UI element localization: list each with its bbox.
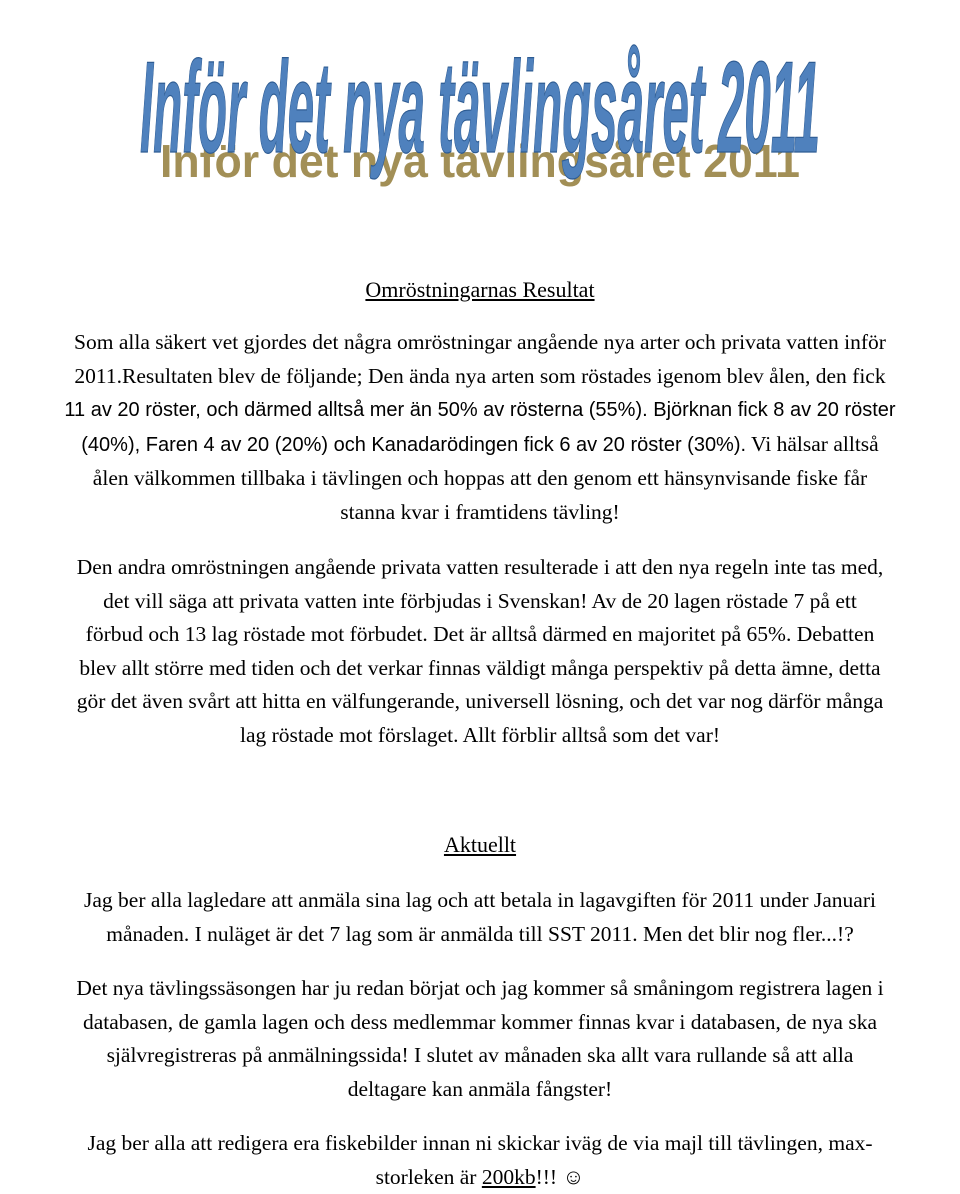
text-line: blev allt större med tiden och det verkar finnas väldigt många perspektiv på detta ämne, detta: [0, 652, 960, 686]
text-span: (40%), Faren 4 av 20 (20%) och Kanadarödingen fick 6 av 20 röster (30%).: [81, 434, 746, 456]
registration-paragraph: [0, 884, 960, 951]
text-line: [0, 428, 960, 463]
text-span: !!! ☺: [536, 1165, 585, 1189]
text-line: [0, 1161, 960, 1194]
text-line: månaden. I nuläget är det 7 lag som är anmälda till SST 2011. Men det blir nog fler...!?: [0, 918, 960, 952]
text-line: gör det även svårt att hitta en välfungerande, universell lösning, och det var nog därför många: [0, 685, 960, 719]
text-line: det vill säga att privata vatten inte förbjudas i Svenskan! Av de 20 lagen röstade 7 på ett: [0, 585, 960, 619]
text-line: Det nya tävlingssäsongen har ju redan börjat och jag kommer så småningom registrera lagen i: [0, 972, 960, 1006]
text-line: databasen, de gamla lagen och dess medlemmar kommer finnas kvar i databasen, de nya ska: [0, 1006, 960, 1040]
private-waters-paragraph: [0, 551, 960, 752]
section-heading-current: Aktuellt: [0, 832, 960, 858]
text-span: Björknan fick 8 av 20 röster: [648, 399, 896, 421]
banner-shadow-text: Inför det nya tävlingsåret 2011: [160, 135, 800, 186]
banner-title: Inför det nya tävlingsåret 2011: [140, 36, 820, 181]
image-size-paragraph: [0, 1127, 960, 1194]
size-limit-text: 200kb: [482, 1165, 536, 1189]
banner-wordart: [0, 0, 960, 200]
banner: [0, 0, 960, 200]
text-line: ålen välkommen tillbaka i tävlingen och hoppas att den genom ett hänsynvisande fiske får: [0, 462, 960, 496]
text-span: Vi hälsar alltså: [746, 432, 879, 456]
text-line: stanna kvar i framtidens tävling!: [0, 496, 960, 530]
text-line: Jag ber alla att redigera era fiskebilder innan ni skickar iväg de via majl till tävlingen, max-: [0, 1127, 960, 1161]
results-paragraph: [0, 326, 960, 529]
text-line: lag röstade mot förslaget. Allt förblir alltså som det var!: [0, 719, 960, 753]
text-line: självregistreras på anmälningssida! I slutet av månaden ska allt vara rullande så att alla: [0, 1039, 960, 1073]
text-line: Som alla säkert vet gjordes det några omröstningar angående nya arter och privata vatten inför: [0, 326, 960, 360]
text-line: Den andra omröstningen angående privata vatten resulterade i att den nya regeln inte tas med,: [0, 551, 960, 585]
text-span: 11 av 20 röster, och därmed alltså mer än 50% av rösterna (55%).: [64, 399, 647, 421]
text-span: storleken är: [376, 1165, 482, 1189]
text-line: 2011.Resultaten blev de följande; Den ända nya arten som röstades igenom blev ålen, den fick: [0, 360, 960, 394]
text-line: förbud och 13 lag röstade mot förbudet. Det är alltså därmed en majoritet på 65%. Debatten: [0, 618, 960, 652]
text-line: deltagare kan anmäla fångster!: [0, 1073, 960, 1107]
text-line: Jag ber alla lagledare att anmäla sina lag och att betala in lagavgiften för 2011 under Januari: [0, 884, 960, 918]
text-line: [0, 393, 960, 428]
database-paragraph: [0, 972, 960, 1106]
section-heading-results: Omröstningarnas Resultat: [0, 277, 960, 303]
